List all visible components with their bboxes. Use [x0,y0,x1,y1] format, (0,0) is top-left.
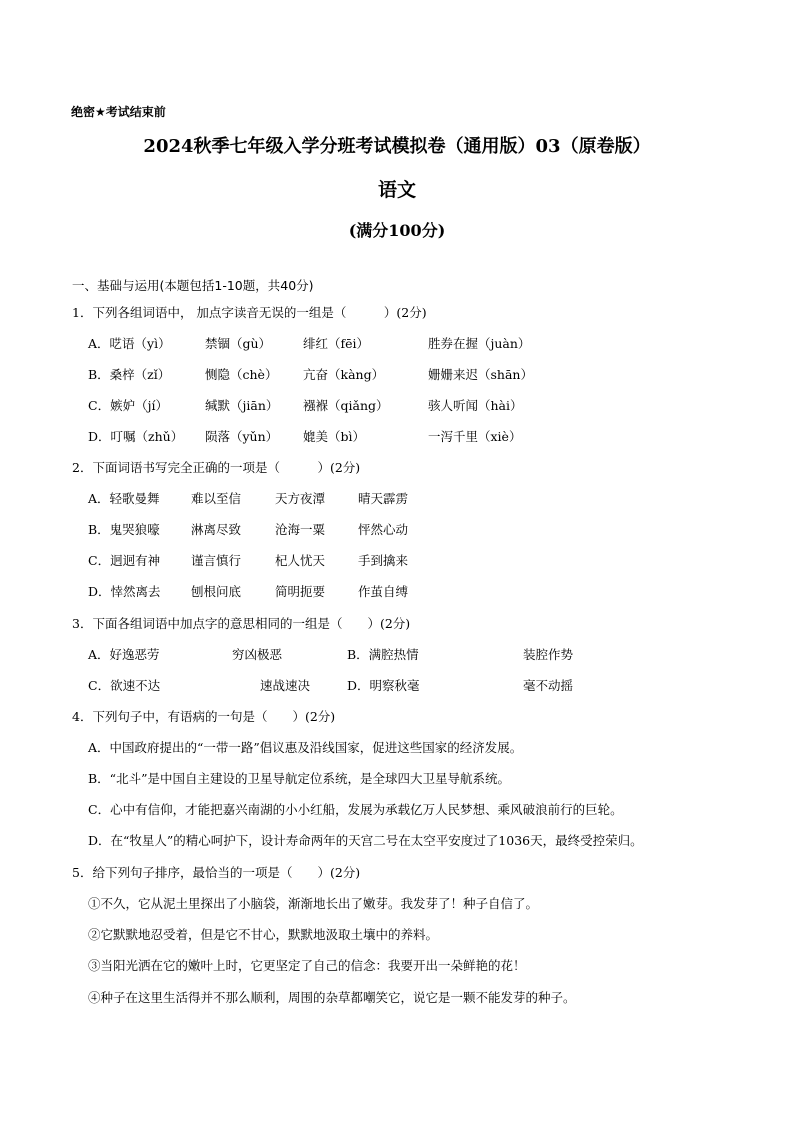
q2-option: 谨言慎行 [191,553,242,568]
q3-option: B．满腔热情 [347,647,419,662]
q2-option: 天方夜潭 [275,491,326,506]
question-4-stem: 4．下列句子中，有语病的一句是（ ）(2分) [72,709,336,724]
question-3-stem: 3．下面各组词语中加点字的意思相同的一组是（ ）(2分) [72,616,411,631]
q1-option: 恻隐（chè） [205,367,278,382]
q2-option: 刨根问底 [191,584,242,599]
q2-option: 简明扼要 [275,584,326,599]
q1-option: 缄默（jiān） [205,398,279,413]
q1-option: 陨落（yǔn） [205,429,279,444]
q2-option: 难以至信 [191,491,242,506]
q1-option: 胜券在握（juàn） [428,336,531,351]
q1-option: 襁褓（qiǎng） [303,398,389,413]
exam-title: 2024秋季七年级入学分班考试模拟卷（通用版）03（原卷版） [143,136,651,157]
q5-sentence: ③当阳光洒在它的嫩叶上时，它更坚定了自己的信念：我要开出一朵鲜艳的花！ [88,958,526,973]
q1-option: 骇人听闻（hài） [428,398,523,413]
question-2-stem: 2．下面词语书写完全正确的一项是（ ）(2分) [72,460,361,475]
q2-option: 手到擒来 [358,553,409,568]
q3-option: 速战速决 [260,678,311,693]
q1-option: 亢奋（kàng） [303,367,385,382]
q1-option: 媲美（bì） [303,429,365,444]
q3-option: 毫不动摇 [523,678,574,693]
q4-option: B．“北斗”是中国自主建设的卫星导航定位系统，是全球四大卫星导航系统。 [88,771,510,786]
question-5-stem: 5．给下列句子排序，最恰当的一项是（ ）(2分) [72,865,361,880]
q2-option: 怦然心动 [358,522,409,537]
q2-option: C．迥迥有神 [88,553,161,568]
q2-option: 晴天霹雳 [358,491,409,506]
q2-option: D．悻然离去 [88,584,161,599]
q4-option: C．心中有信仰，才能把嘉兴南湖的小小红船，发展为承载亿万人民梦想、乘风破浪前行的巨轮。 [88,802,623,817]
q3-option: 穷凶极恶 [232,647,283,662]
q5-sentence: ②它默默地忍受着，但是它不甘心，默默地汲取土壤中的养料。 [88,927,439,942]
subject-title: 语文 [377,179,416,201]
q1-option: 禁锢（gù） [205,336,272,351]
q4-option: A．中国政府提出的“一带一路”倡议惠及沿线国家，促进这些国家的经济发展。 [88,740,523,755]
question-1-stem: 1．下列各组词语中， 加点字读音无误的一组是（ ）(2分) [72,305,427,320]
full-score: (满分100分) [348,221,446,240]
q1-option: B．桑梓（zǐ） [88,367,171,382]
q2-option: B．鬼哭狼嚎 [88,522,160,537]
q5-sentence: ①不久，它从泥土里探出了小脑袋，渐渐地长出了嫩芽。我发芽了！种子自信了。 [88,896,539,911]
q2-option: 杞人忧天 [275,553,326,568]
q1-option: 绯红（fēi） [303,336,370,351]
q3-option: 装腔作势 [523,647,574,662]
section-heading: 一、基础与运用(本题包括1-10题，共40分) [72,278,314,293]
q1-option: 一泻千里（xiè） [428,429,522,444]
q1-option: 姗姗来迟（shān） [428,367,533,382]
q2-option: 淋离尽致 [191,522,242,537]
q2-option: 沧海一粟 [275,522,326,537]
q3-option: D．明察秋毫 [347,678,420,693]
q1-option: D．叮嘱（zhǔ） [88,429,184,444]
q2-option: 作茧自缚 [358,584,409,599]
q2-option: A．轻歌曼舞 [88,491,160,506]
q5-sentence: ④种子在这里生活得并不那么顺利，周围的杂草都嘲笑它，说它是一颗不能发芽的种子。 [88,990,576,1005]
q1-option: A．呓语（yì） [88,336,171,351]
q1-option: C．嫉妒（jí） [88,398,168,413]
q3-option: A．好逸恶劳 [88,647,160,662]
confidential-label: 绝密★考试结束前 [71,105,166,119]
q4-option: D．在“牧星人”的精心呵护下，设计寿命两年的天宫二号在太空平安度过了1036天，最终受控荣归。 [88,833,643,848]
q3-option: C．欲速不达 [88,678,161,693]
